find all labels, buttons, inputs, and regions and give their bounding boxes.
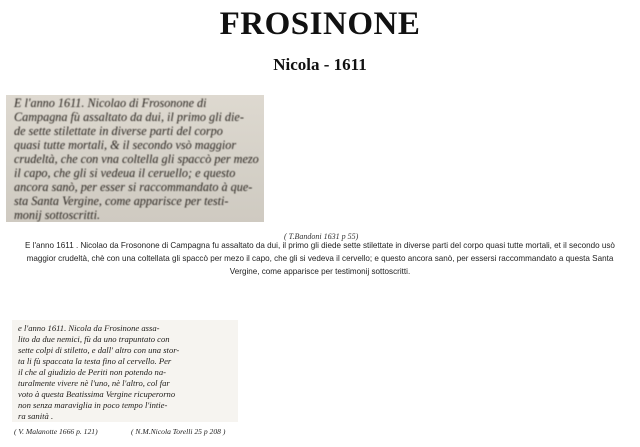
scan-line: voto à questa Beatissima Vergine ricuperorno bbox=[18, 389, 176, 399]
page-subtitle: Nicola - 1611 bbox=[273, 55, 367, 74]
scan-line: non senza maraviglia in poco tempo l'intie- bbox=[18, 400, 168, 410]
scan-line: il che al giudizio de Periti non potendo na- bbox=[18, 367, 166, 377]
source-caption-malanotte: ( V. Malanotte 1666 p. 121) bbox=[14, 427, 98, 436]
scan-line: sta Santa Vergine, come apparisce per testi- bbox=[14, 194, 229, 208]
scanned-text-image-bottom bbox=[12, 320, 238, 422]
scan-line: de sette stilettate in diverse parti del corpo bbox=[14, 124, 223, 138]
scan-line: sette colpi di stiletto, e dall' altro con una stor- bbox=[18, 345, 180, 355]
source-caption-top: ( T.Bandoni 1631 p 55) bbox=[284, 232, 359, 241]
scan-line: monij sottoscritti. bbox=[14, 208, 100, 222]
scan-line: ancora sanò, per esser si raccommandato à que- bbox=[14, 180, 253, 194]
scan-line: E l'anno 1611. Nicolao di Frosonone di bbox=[14, 96, 207, 110]
transcription-text: E l'anno 1611 . Nicolao da Frosonone di Campagna fu assaltato da dui, il primo gli diede sette stilettate in diverse parti del corpo quasi tutte mortali, et il secondo usò maggior crudeltà, chè con una coltellata gli spaccò per mezo il capo, che gli si vedeva il cervello; e questo ancora sanò, per essersi raccommandato a questa Santa Vergine, come apparisce per testimonij sottoscritti. bbox=[25, 241, 615, 277]
scan-line: ta li fù spaccata la testa fino al cervello. Per bbox=[18, 356, 172, 366]
scan-line: il capo, che gli si vedeua il ceruello; e questo bbox=[14, 166, 236, 180]
scan-line: turalmente vivere nè l'uno, nè l'altro, col far bbox=[18, 378, 170, 388]
scan-line: quasi tutte mortali, & il secondo vsò maggior bbox=[14, 138, 237, 152]
page-title: FROSINONE bbox=[219, 6, 421, 42]
source-caption-torelli: ( N.M.Nicola Torelli 25 p 208 ) bbox=[131, 427, 226, 436]
scan-line: ra sanità . bbox=[18, 411, 54, 421]
scanned-text-image-top bbox=[6, 95, 264, 222]
scan-line: lito da due nemici, fù da uno trapuntato con bbox=[18, 334, 170, 344]
scan-line: e l'anno 1611. Nicola da Frosinone assa- bbox=[18, 323, 160, 333]
scan-line: Campagna fù assaltato da dui, il primo gli die- bbox=[14, 110, 244, 124]
scan-line: crudeltà, che con vna coltella gli spaccò per mezo bbox=[14, 152, 259, 166]
